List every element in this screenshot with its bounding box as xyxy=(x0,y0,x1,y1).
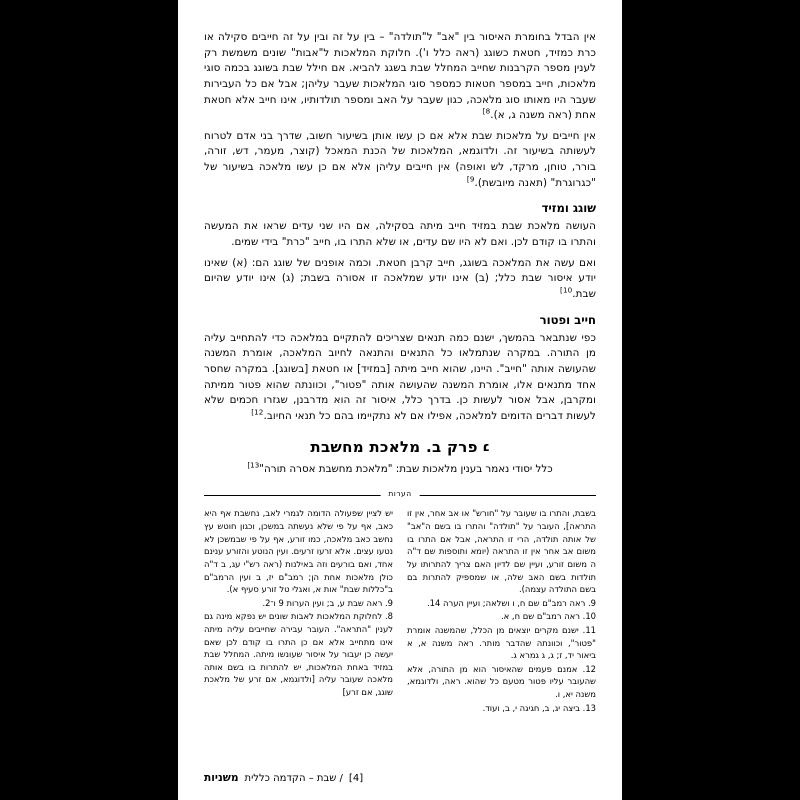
paragraph-1 xyxy=(204,30,596,124)
chapter-subtitle-text: כלל יסודי נאמר בענין מלאכות שבת: "מלאכת מחשבת אסרה תורה" xyxy=(259,463,553,476)
paragraph-1-text: אין הבדל בחומרת האיסור בין "אב" ל"תולדה" – בין על זה ובין על זה חייבים סקילה או כרת כמזיד, חטאת כשוגג (ראה כלל ו'). חלוקת המלאכות ל"אבות" שונים משמשת רק לענין מספר הקרבנות שחייב המחלל שבת בשגג להביא. אם חילל שבת בשוגג בכמה סוגי מלאכות, חייב במספר חטאות כמספר סוגי המלאכות שעבר עליהן; אבל אם כל העבירות שעבר היו מאותו סוג מלאכה, כגון שעבר על האב ומספר תולדותיו, אינו חייב אלא חטאת אחת (ראה משנה ג, א). xyxy=(204,31,596,122)
paragraph-3: העושה מלאכת שבת במזיד חייב מיתה בסקילה, אם היו שני עדים שראו את המעשה והתרו בו קודם לכן. ואם לא היו שם עדים, או שלא התרו בו, חייב "כרת" בידי שמים. xyxy=(204,220,596,249)
heading-shogeg-umezid: שוגג ומזיד xyxy=(541,201,596,216)
footer-separator: / שבת – הקדמה כללית xyxy=(244,773,343,784)
footnote-marker-10: 10] xyxy=(560,285,573,295)
footer-title: משניות xyxy=(204,772,239,784)
footnote-item: 9. ראה שבת ע, ב; ועין הערות 9 ו־2. xyxy=(262,597,393,608)
paragraph-4 xyxy=(204,256,596,303)
page-number: [4] xyxy=(348,773,364,784)
paragraph-2-text: אין חייבים על מלאכות שבת אלא אם כן עשו אותן בשיעור חשוב, שדרך בני אדם לטרוח לעשותה בשיעור זה. ולדוגמא, המלאכות של הכנת המאכל (קוצר, מעמר, דש, זורה, בורר, טוחן, מרקד, לש ואופה) אין חייבים עליהן אלא אם כן עשו מלאכה בשיעור של "כגרוגרת" (תאנה מיובשת). xyxy=(204,129,596,189)
document-page xyxy=(178,0,622,800)
paragraph-2 xyxy=(204,129,596,192)
footnote-item: 12. אמנם פעמים שהאיסור הוא מן התורה, אלא שהעובר עליו פטור מטעם כל שהוא. ראה, ולדוגמא, משנה יא, ו. xyxy=(407,663,596,699)
notes-divider xyxy=(204,489,596,501)
footnote-item: 11. ישנם מקרים יוצאים מן הכלל, שהמשנה אומרת "פטור", וכוונתה שהדבר מותר. ראה משנה א, א ביאור יד, ז; ג, ג גמרא ג. xyxy=(407,624,596,661)
footnote-item: בשבת, והתרו בו שעובר על "חורש" או אב אחר, אין זו התראה], העובר על "תולדה" והתרו בו בשם ה"אב" של אותה תולדה, הרי זו התראה, אבל אם התרו בו משום אב אחר אין זו התראה (יומא ותוספות שם ד"ה ה משום זורע, ועיין שם לדיון האם צריך להתרותו על תולדות בשם האב שלה, או שמספיק להתרות בם בשם התולדה עצמה). xyxy=(407,508,596,595)
ornament-icon: ׆ xyxy=(482,440,490,456)
footnote-marker-9: 9] xyxy=(466,174,475,184)
paragraph-5-text: כפי שנתבאר בהמשך, ישנם כמה תנאים שצריכים להתקיים במלאכה כדי להתחייב עליה מן התורה. במקרה שנתמלאו כל התנאים והתנאה לחיוב המלאכה, אומרת המשנה שהעושה אותה "חייב". היינו, שהוא חייב מיתה [במזיד] או חטאת [בשוגג]. במקרה שחסר אחד מתנאים אלו, אומרת המשנה שהעושה אותה "פטור", וכוונתה שהוא פטור ממיתה ומקרבן, אבל אסור לעשות כן. בדרך כלל, איסור זה הוא מדרבנן, שגזרו חכמים שלא לעשות דברים הדומים למלאכה, אפילו אם לא נתקיימו בהם כל תנאי החיוב. xyxy=(204,331,596,422)
footnote-item: 9. ראה רמב"ם שם ח, ו ושלאה; ועיין הערה 14. xyxy=(426,597,596,608)
chapter-heading xyxy=(204,438,596,456)
footnote-item: 8. לחלוקת המלאכות לאבות שונים יש נפקא מינה גם לענין "התראה". העובר עבירה שחייבים עליה מיתה אינו מתחייב אלא אם כן התרו בו קודם לכן שאם יעשה כן יעבור על איסור שעונשו מיתה. המחלל שבת במזיד באחת המלאכות, יש להתרות בו בשם אותה מלאכה שעובר עליה [ולדוגמא, אם זרע של מלאכת שוגג, אם זרע] xyxy=(204,611,393,697)
footnote-item: 13. ביצה יג, ב, חגיגה י, ב, ועוד. xyxy=(482,702,596,713)
chapter-title: פרק ב. מלאכת מחשבת xyxy=(310,438,478,457)
footnotes-column-right xyxy=(204,507,393,715)
paragraph-5 xyxy=(204,331,596,425)
footnotes-section xyxy=(204,507,596,715)
notes-label: הערות xyxy=(380,489,419,498)
chapter-subtitle xyxy=(204,463,596,475)
footnote-marker-12: 12] xyxy=(251,407,264,417)
footnote-marker-8: 8] xyxy=(482,106,491,116)
page-footer xyxy=(204,772,596,784)
footnote-item: 10. ראה רמב"ם שם ח, א. xyxy=(501,611,596,622)
footnotes-column-left xyxy=(407,507,596,715)
footnote-item: יש לציין שפעולה הדומה לגמרי לאב, נחשבת אף היא כאב, אף על פי שלא נעשתה במשכן, וכגון חוטש עץ נחשב כאב מלאכה, כמו זורע, אף על פי שבמשכן לא נטעו עצים. אלא זרעו זרעים. ועין הנוטע והזורע ענינם אחד, ואם בורעים וזה באילנות (ראה רש"י עג, ב ד"ה כולן מלאכות אחת הן; רמב"ם יז, ב ועין הרמב"ם ב"כללות שבת" אות א, ואגלי טל זורע סעיף א). xyxy=(204,508,393,595)
footnote-marker-13: 13] xyxy=(247,461,260,471)
heading-chayav-upatur: חייב ופטור xyxy=(539,312,596,327)
paragraph-4-text: ואם עשה את המלאכה בשוגג, חייב קרבן חטאת. וכמה אופנים של שוגג הם: (א) שאינו יודע איסור שבת כלל; (ב) אינו יודע שמלאכה זו אסורה בשבת; (ג) אינו יודע שהיום שבת. xyxy=(204,256,596,300)
